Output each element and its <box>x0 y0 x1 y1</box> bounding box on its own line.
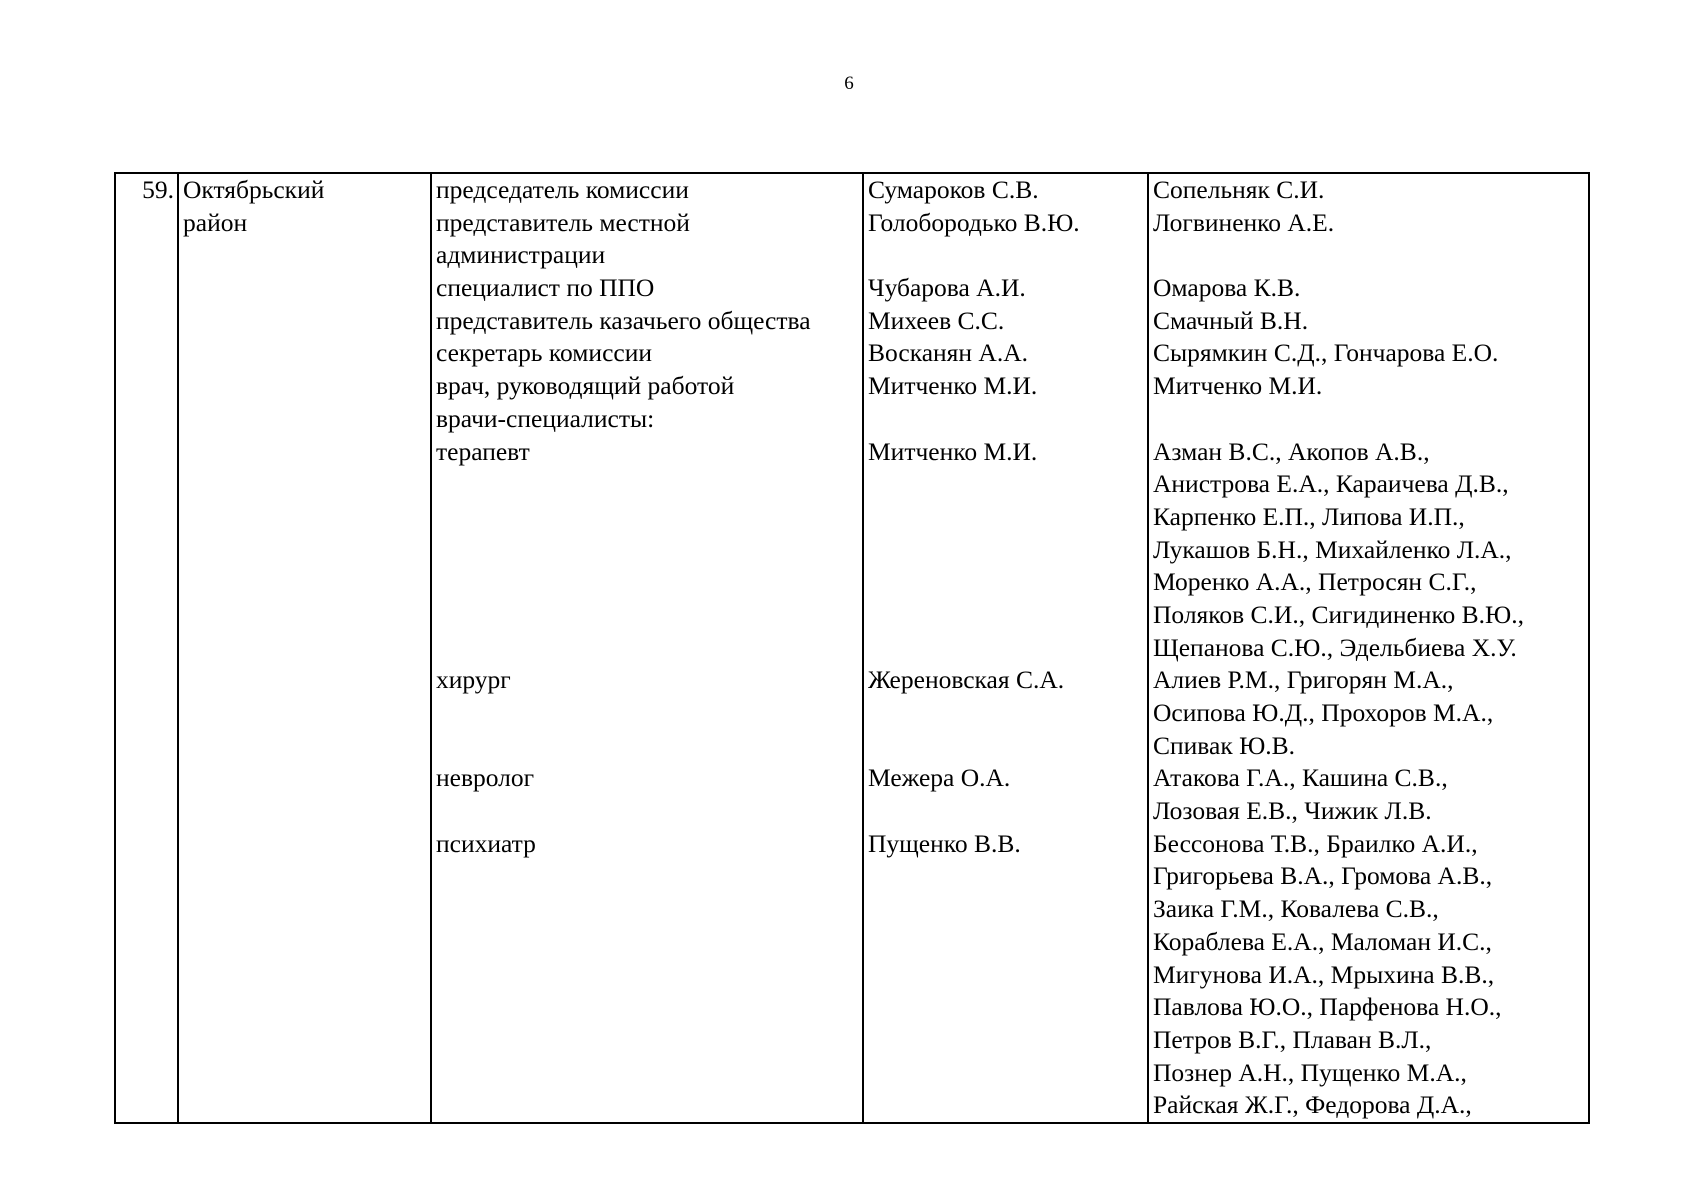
cell-line: Сопельняк С.И. <box>1153 175 1325 204</box>
district-cell <box>178 173 431 1123</box>
table-row <box>115 173 1589 1123</box>
cell-line: Лозовая Е.В., Чижик Л.В. <box>1153 796 1432 826</box>
cell-line <box>1153 403 1585 436</box>
cell-line <box>1153 239 1585 272</box>
cell-line: Атакова Г.А., Кашина С.В., <box>1153 763 1448 793</box>
cell-line: Павлова Ю.О., Парфенова Н.О., <box>1153 992 1502 1022</box>
cell-line: Карпенко Е.П., Липова И.П., <box>1153 501 1465 531</box>
cell-line: Моренко А.А., Петросян С.Г., <box>1153 567 1477 597</box>
cell-line: Лукашов Б.Н., Михайленко Л.А., <box>1153 534 1512 564</box>
cell-line: Бессонова Т.В., Браилко А.И., <box>1153 828 1478 858</box>
commission-table <box>114 172 1590 1124</box>
cell-line: Азман В.С., Акопов А.В., <box>1153 436 1430 466</box>
cell-line: Пущенко В.В. <box>868 828 1021 858</box>
cell-line: Спивак Ю.В. <box>1153 730 1296 760</box>
cell-line <box>436 534 859 567</box>
cell-line: Жереновская С.А. <box>868 665 1065 695</box>
cell-line: председатель комиссии <box>436 175 689 204</box>
cell-line: Алиев Р.М., Григорян М.А., <box>1153 665 1454 695</box>
cell-line <box>868 468 1144 501</box>
cell-line: Щепанова С.Ю., Эдельбиева Х.У. <box>1153 632 1517 662</box>
cell-line: Григорьева В.А., Громова А.В., <box>1153 861 1493 891</box>
cell-line <box>436 632 859 665</box>
cell-line: Поляков С.И., Сигидиненко В.Ю., <box>1153 599 1525 629</box>
cell-line: психиатр <box>436 828 536 858</box>
cell-line: Познер А.Н., Пущенко М.А., <box>1153 1057 1467 1087</box>
cell-line: секретарь комиссии <box>436 338 653 368</box>
cell-line: Сырямкин С.Д., Гончарова Е.О. <box>1153 338 1499 368</box>
cell-line <box>436 501 859 534</box>
role-cell <box>431 173 863 1123</box>
cell-line <box>868 566 1144 599</box>
cell-line: Михеев С.С. <box>868 305 1005 335</box>
page-number: 6 <box>844 73 854 94</box>
cell-line: Смачный В.Н. <box>1153 305 1309 335</box>
cell-line: Кораблева Е.А., Маломан И.С., <box>1153 926 1492 956</box>
cell-line <box>868 403 1144 436</box>
cell-line: Райская Ж.Г., Федорова Д.А., <box>1153 1090 1472 1120</box>
cell-line <box>868 632 1144 665</box>
cell-line: специалист по ППО <box>436 273 655 303</box>
cell-line <box>868 239 1144 272</box>
cell-line: администрации <box>436 240 606 270</box>
cell-line <box>436 795 859 828</box>
cell-line: Осипова Ю.Д., Прохоров М.А., <box>1153 698 1494 727</box>
cell-line: район <box>183 207 248 237</box>
cell-line: Мигунова И.А., Мрыхина В.В., <box>1153 959 1495 989</box>
cell-line: Логвиненко А.Е. <box>1153 207 1335 237</box>
cell-line: невролог <box>436 763 535 793</box>
cell-line: Голобородько В.Ю. <box>868 207 1080 237</box>
cell-line: Митченко М.И. <box>868 436 1038 466</box>
cell-line: врачи-специалисты: <box>436 403 655 433</box>
cell-line <box>436 599 859 632</box>
cell-line: хирург <box>436 665 511 695</box>
row-number: 59. <box>115 173 178 1123</box>
cell-line: представитель местной <box>436 207 690 237</box>
cell-line: Чубарова А.И. <box>868 273 1026 303</box>
cell-line: Омарова К.В. <box>1153 273 1301 303</box>
cell-line: терапевт <box>436 436 530 466</box>
cell-line <box>868 501 1144 534</box>
cell-line: Анистрова Е.А., Караичева Д.В., <box>1153 469 1509 499</box>
cell-line: Заика Г.М., Ковалева С.В., <box>1153 894 1439 924</box>
cell-line: представитель казачьего общества <box>436 305 811 335</box>
cell-line <box>436 697 859 730</box>
cell-line: Сумароков С.В. <box>868 175 1039 204</box>
cell-line: Межера О.А. <box>868 763 1011 793</box>
cell-line: врач, руководящий работой <box>436 371 735 401</box>
cell-line: Октябрьский <box>183 175 325 204</box>
cell-line <box>868 599 1144 632</box>
cell-line <box>868 697 1144 730</box>
cell-line: Митченко М.И. <box>868 371 1038 401</box>
cell-line <box>436 566 859 599</box>
reserve-member-cell <box>1148 173 1589 1123</box>
cell-line <box>868 730 1144 763</box>
cell-line <box>436 468 859 501</box>
cell-line <box>868 534 1144 567</box>
cell-line <box>436 730 859 763</box>
main-member-cell <box>863 173 1148 1123</box>
cell-line: Петров В.Г., Плаван В.Л., <box>1153 1024 1432 1054</box>
cell-line: Митченко М.И. <box>1153 371 1323 401</box>
cell-line <box>868 795 1144 828</box>
cell-line: Восканян А.А. <box>868 338 1029 368</box>
